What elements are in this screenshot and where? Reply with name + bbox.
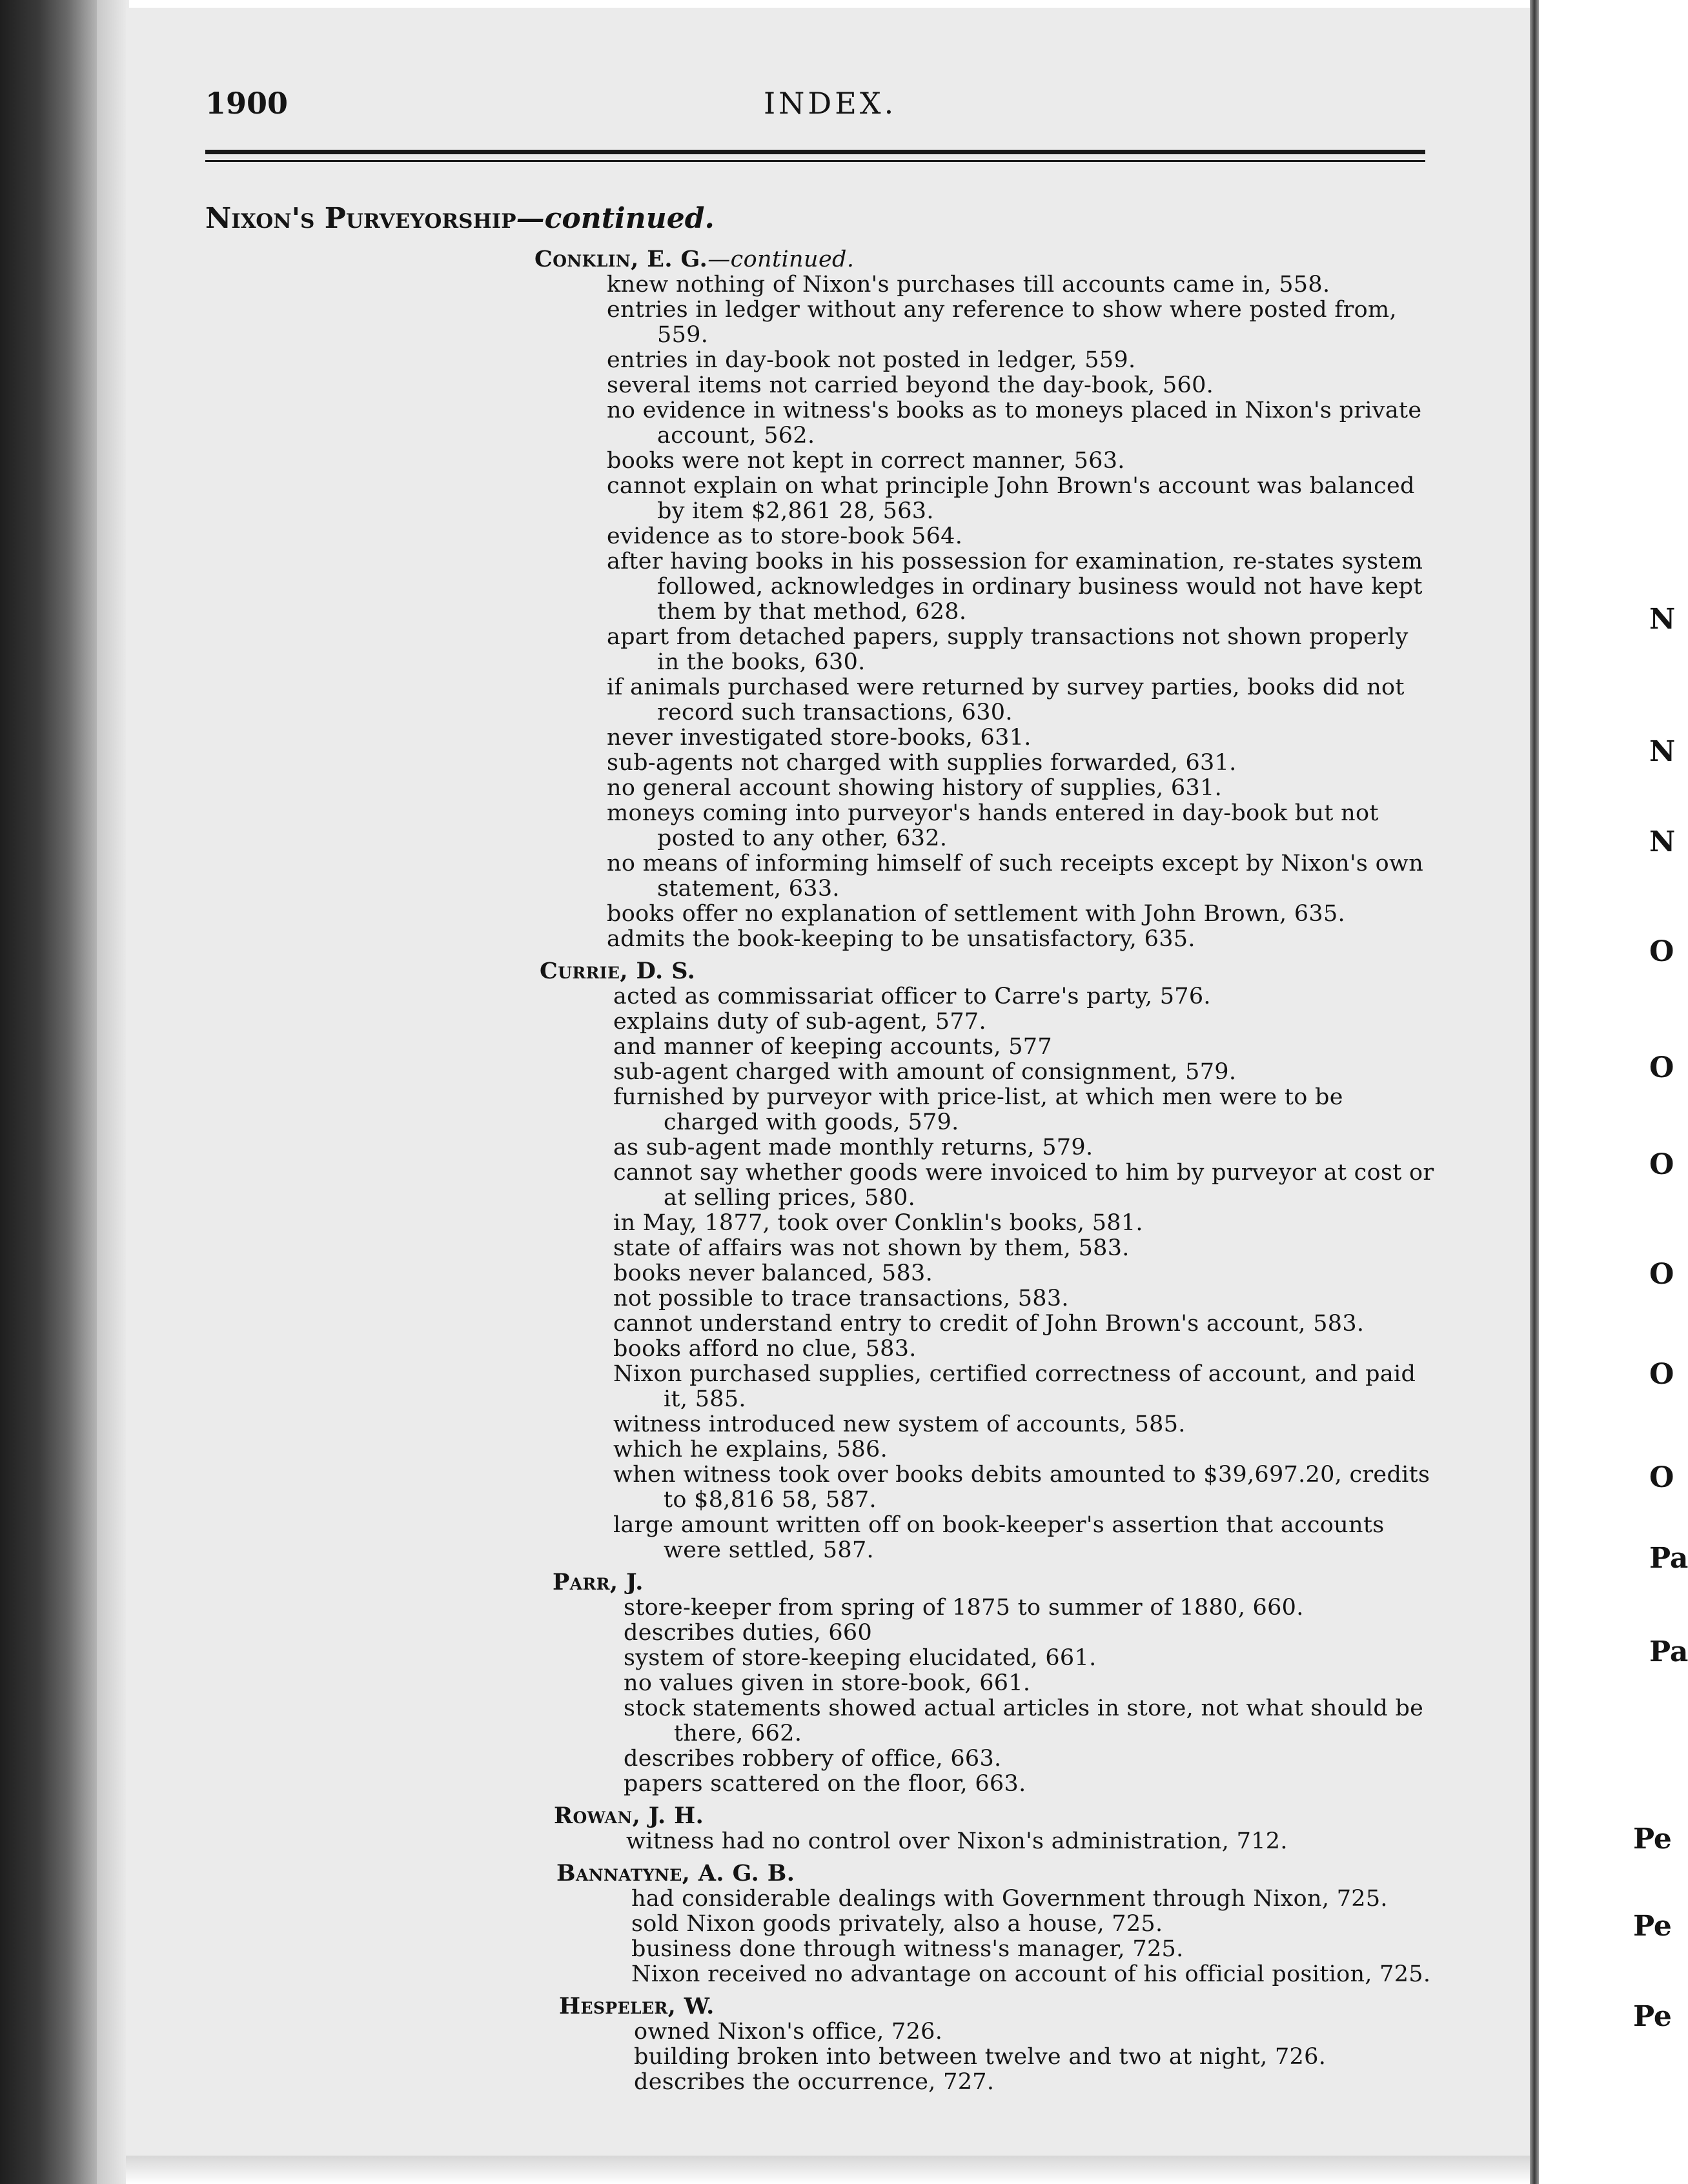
facing-page xyxy=(1539,0,1676,2184)
index-entry: several items not carried beyond the day-book, 560. xyxy=(607,372,1214,398)
index-entry: apart from detached papers, supply transactions not shown properly in the books, 630. xyxy=(607,624,1408,675)
facing-page-fragment: O xyxy=(1649,1148,1674,1181)
facing-page-fragment: Pa xyxy=(1649,1635,1688,1668)
index-entry: store-keeper from spring of 1875 to summer of 1880, 660. xyxy=(624,1595,1304,1621)
index-entry: sold Nixon goods privately, also a house, 725. xyxy=(631,1911,1163,1937)
facing-page-fragment: O xyxy=(1649,1461,1674,1494)
witness-name-text: Conklin, E. G. xyxy=(534,246,708,272)
index-entry: explains duty of sub-agent, 577. xyxy=(613,1009,986,1035)
index-entry: after having books in his possession for examination, re-states system followed, acknowledges in ordinary business would not have kept them by that method, 628. xyxy=(607,549,1423,625)
index-entry: moneys coming into purveyor's hands entered in day-book but not posted to any other, 632. xyxy=(607,800,1379,851)
index-entry: as sub-agent made monthly returns, 579. xyxy=(613,1135,1093,1160)
header-rule-thick xyxy=(205,150,1425,154)
index-entry: books offer no explanation of settlement with John Brown, 635. xyxy=(607,901,1345,927)
index-entry: books afford no clue, 583. xyxy=(613,1336,917,1362)
witness-name-text: Bannatyne, A. G. B. xyxy=(556,1860,795,1886)
group-gap xyxy=(0,1987,1485,1994)
index-entry: cannot explain on what principle John Brown's account was balanced by item $2,861 28, 563. xyxy=(607,473,1415,524)
book-gutter xyxy=(1530,0,1539,2184)
index-entry: no general account showing history of supplies, 631. xyxy=(607,775,1223,801)
index-entry: books were not kept in correct manner, 563. xyxy=(607,448,1125,474)
index-entry: sub-agent charged with amount of consignment, 579. xyxy=(613,1059,1237,1085)
facing-page-fragment: N xyxy=(1649,603,1676,636)
group-gap xyxy=(0,1563,1485,1570)
facing-page-fragment: O xyxy=(1649,935,1674,968)
witness-name-text: Currie, D. S. xyxy=(540,958,696,984)
page-bottom-shadow xyxy=(126,2156,1530,2184)
facing-page-fragment: Pe xyxy=(1633,2000,1672,2033)
index-entry: no values given in store-book, 661. xyxy=(624,1670,1031,1696)
index-entry: witness introduced new system of accounts, 585. xyxy=(613,1411,1186,1437)
facing-page-fragment: Pe xyxy=(1633,1823,1672,1855)
index-entry: stock statements showed actual articles in store, not what should be there, 662. xyxy=(624,1695,1424,1746)
running-title: INDEX. xyxy=(764,86,897,121)
witness-name xyxy=(556,1861,1485,1886)
index-entry: Nixon received no advantage on account of his official position, 725. xyxy=(631,1961,1431,1987)
index-entry: in May, 1877, took over Conklin's books, 581. xyxy=(613,1210,1143,1236)
witness-continued: —continued. xyxy=(707,247,855,272)
index-entry: admits the book-keeping to be unsatisfactory, 635. xyxy=(607,926,1195,952)
index-entry: and manner of keeping accounts, 577 xyxy=(613,1034,1052,1060)
witness-name xyxy=(540,958,1485,984)
section-continued: —continued. xyxy=(516,202,715,235)
index-entry: if animals purchased were returned by survey parties, books did not record such transactions, 630. xyxy=(607,674,1405,725)
index-entry: witness had no control over Nixon's administration, 712. xyxy=(626,1828,1288,1854)
index-entry: evidence as to store-book 564. xyxy=(607,523,963,549)
index-entry: cannot say whether goods were invoiced to him by purveyor at cost or at selling prices, 580. xyxy=(613,1160,1434,1211)
facing-page-fragment: Pa xyxy=(1649,1542,1688,1575)
index-entry: when witness took over books debits amounted to $39,697.20, credits to $8,816 58, 587. xyxy=(613,1462,1430,1513)
index-entry: which he explains, 586. xyxy=(613,1437,888,1462)
index-entries xyxy=(0,247,1485,2095)
index-entry: entries in day-book not posted in ledger, 559. xyxy=(607,347,1136,373)
index-entry: Nixon purchased supplies, certified correctness of account, and paid it, 585. xyxy=(613,1361,1416,1412)
index-entry: furnished by purveyor with price-list, at which men were to be charged with goods, 579. xyxy=(613,1084,1343,1135)
index-entry: acted as commissariat officer to Carre's party, 576. xyxy=(613,984,1211,1009)
index-entry: entries in ledger without any reference to show where posted from, 559. xyxy=(607,297,1397,348)
index-entry: no evidence in witness's books as to moneys placed in Nixon's private account, 562. xyxy=(607,398,1422,449)
facing-page-fragment: O xyxy=(1649,1358,1674,1391)
facing-page-fragment: Pe xyxy=(1633,1910,1672,1943)
index-entry: not possible to trace transactions, 583. xyxy=(613,1286,1069,1311)
witness-name xyxy=(534,247,1485,272)
facing-page-fragment: N xyxy=(1649,825,1676,858)
index-entry: describes duties, 660 xyxy=(624,1620,873,1646)
facing-page-fragment: O xyxy=(1649,1051,1674,1084)
index-entry: papers scattered on the floor, 663. xyxy=(624,1771,1026,1797)
index-entry: no means of informing himself of such receipts except by Nixon's own statement, 633. xyxy=(607,851,1424,902)
index-entry: had considerable dealings with Government through Nixon, 725. xyxy=(631,1886,1388,1912)
group-gap xyxy=(0,1797,1485,1803)
page-number: 1900 xyxy=(205,86,289,121)
witness-name xyxy=(559,1994,1485,2019)
index-entry: business done through witness's manager, 725. xyxy=(631,1936,1184,1962)
witness-name-text: Rowan, J. H. xyxy=(554,1803,704,1829)
index-entry: sub-agents not charged with supplies forwarded, 631. xyxy=(607,750,1237,776)
group-gap xyxy=(0,952,1485,958)
index-entry: system of store-keeping elucidated, 661. xyxy=(624,1645,1097,1671)
index-entry: knew nothing of Nixon's purchases till accounts came in, 558. xyxy=(607,272,1330,298)
facing-page-fragment: N xyxy=(1649,735,1676,768)
witness-name-text: Parr, J. xyxy=(553,1569,644,1595)
header-rule-thin xyxy=(205,160,1425,162)
witness-name xyxy=(554,1803,1485,1829)
index-entry: state of affairs was not shown by them, 583. xyxy=(613,1235,1130,1261)
index-entry: building broken into between twelve and two at night, 726. xyxy=(634,2044,1327,2070)
index-entry: owned Nixon's office, 726. xyxy=(634,2019,943,2045)
page-header xyxy=(205,84,1425,129)
index-entry: describes robbery of office, 663. xyxy=(624,1746,1002,1772)
witness-name-text: Hespeler, W. xyxy=(559,1993,715,2019)
index-entry: never investigated store-books, 631. xyxy=(607,725,1032,751)
index-entry: large amount written off on book-keeper's assertion that accounts were settled, 587. xyxy=(613,1512,1385,1563)
section-heading xyxy=(205,200,715,238)
section-title: Nixon's Purveyorship xyxy=(205,202,516,235)
index-entry: books never balanced, 583. xyxy=(613,1260,933,1286)
index-entry: describes the occurrence, 727. xyxy=(634,2069,995,2095)
witness-name xyxy=(553,1570,1485,1595)
facing-page-fragment: O xyxy=(1649,1258,1674,1291)
index-entry: cannot understand entry to credit of John Brown's account, 583. xyxy=(613,1311,1365,1337)
